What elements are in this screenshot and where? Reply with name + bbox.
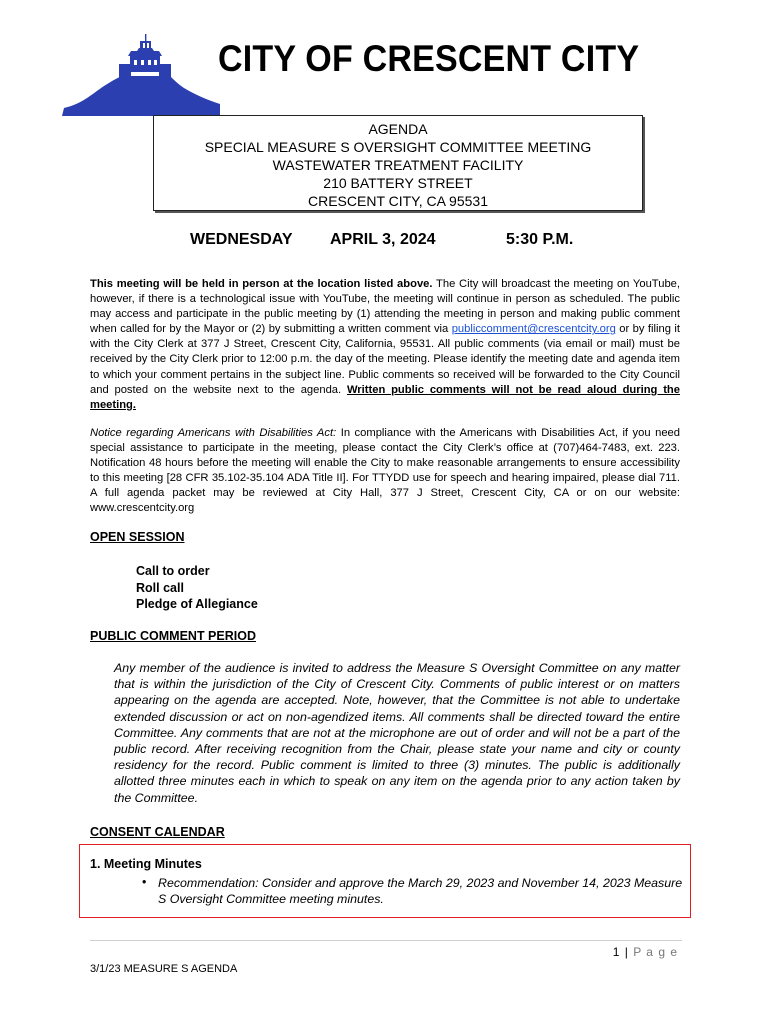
- ada-notice-text: In compliance with the Americans with Disabilities Act, if you need special assistance to participate in the meeting, please contact the City Clerk’s office at (707)464-7483, ext. 223. Notification 48 hours before the meeting will enable the City to make reasonable arrangements to ensure accessibility to this meeting [28 CFR 35.102-35.104 ADA Title II]. For TTYDD use for speech and hearing impaired, please dial 711. A full agenda packet may be reviewed at City Hall, 377 J Street, Crescent City, CA or on our website: www.crescentcity.org: [90, 427, 680, 515]
- public-comment-heading: PUBLIC COMMENT PERIOD: [90, 629, 256, 643]
- page-separator: |: [620, 945, 634, 959]
- meeting-day: WEDNESDAY: [190, 231, 293, 248]
- list-item: Roll call: [136, 580, 184, 595]
- city-title: CITY OF CRESCENT CITY: [218, 38, 640, 79]
- list-item: Pledge of Allegiance: [136, 597, 258, 611]
- public-comment-email-link[interactable]: publiccomment@crescentcity.org: [451, 323, 616, 336]
- footer-document-label: 3/1/23 MEASURE S AGENDA: [90, 963, 238, 975]
- bullet-icon: •: [142, 875, 147, 889]
- footer-divider: [90, 940, 682, 941]
- meeting-time: 5:30 P.M.: [506, 231, 574, 248]
- intro-text-2: or by filing it with the City Clerk at 377 J Street, Crescent City, California, 95531. All public comments (via email or mail) must be received by the City Clerk prior to 12:00 p.m. the day of the meeting. Please identify the meeting date and agenda item to which your comment pertains in the subject line. Public comments so received will be forwarded to the City Council and posted on the website next to the agenda.: [90, 323, 680, 396]
- page-number: [613, 945, 678, 959]
- page-number-value: 1: [612, 945, 621, 959]
- intro-bold-lead: This meeting will be held in person at the location listed above.: [90, 278, 433, 290]
- agenda-header-box: [153, 115, 643, 211]
- ada-notice-paragraph: [90, 426, 680, 517]
- intro-text-1: The City will broadcast the meeting on YouTube, however, if there is a technological issue with YouTube, the meeting will continue in person as scheduled. The public may access and participate in the public meeting by (1) attending the meeting in person and making public comment when called for by the Mayor or (2) by submitting a written comment via: [90, 278, 680, 336]
- written-comments-notice: Written public comments will not be read aloud during the meeting.: [90, 383, 680, 411]
- meeting-minutes-item-title: 1. Meeting Minutes: [90, 857, 202, 871]
- consent-calendar-heading: CONSENT CALENDAR: [90, 825, 225, 839]
- agenda-label: AGENDA: [368, 121, 428, 137]
- open-session-list: [136, 563, 258, 613]
- intro-paragraph: [90, 277, 680, 413]
- city-state-zip: CRESCENT CITY, CA 95531: [307, 193, 488, 209]
- ada-notice-lead: Notice regarding Americans with Disabilities Act:: [90, 427, 337, 439]
- facility-name: WASTEWATER TREATMENT FACILITY: [272, 157, 524, 173]
- list-item: Call to order: [136, 564, 210, 578]
- public-comment-text: Any member of the audience is invited to address the Measure S Oversight Committee on any matter that is within the jurisdiction of the City of Crescent City. Comments of public interest or on matters appearing on the agenda are accepted. Note, however, that the Committee is not able to undertake extended discussion or act on non-agendized items. All comments shall be directed toward the entire Committee. Any comments that are not at the microphone are out of order and will not be a part of the public record. After receiving recognition from the Chair, please state your name and city or county residency for the record. Public comment is limited to three (3) minutes. The public is additionally allotted three minutes each in which to speak on any item on the agenda prior to any action taken by the Committee.: [114, 661, 680, 805]
- meeting-minutes-recommendation: Recommendation: Consider and approve the March 29, 2023 and November 14, 2023 Measure S Oversight Committee meeting minutes.: [158, 876, 683, 906]
- page-word: P a g e: [633, 945, 678, 959]
- street-address: 210 BATTERY STREET: [323, 175, 473, 191]
- meeting-name: SPECIAL MEASURE S OVERSIGHT COMMITTEE MEETING: [204, 139, 592, 155]
- lighthouse-logo-icon: [62, 34, 222, 116]
- open-session-heading: OPEN SESSION: [90, 530, 185, 544]
- meeting-date: APRIL 3, 2024: [330, 231, 436, 248]
